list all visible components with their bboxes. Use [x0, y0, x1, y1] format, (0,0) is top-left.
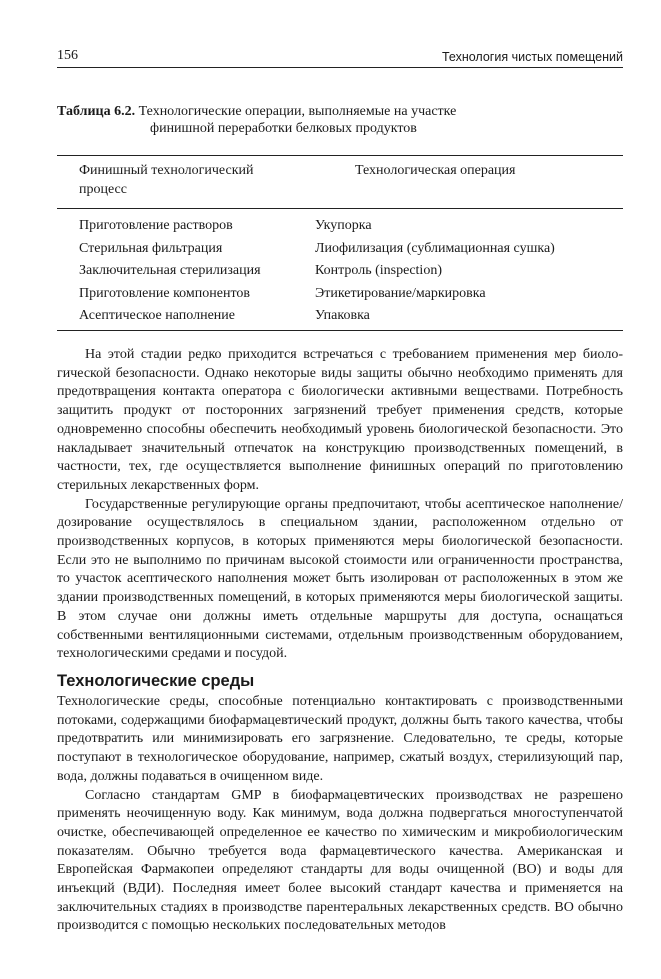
table-cell: Стерильная фильтрация [79, 240, 223, 256]
table-row [57, 209, 623, 238]
column-header-operation: Технологическая операция [315, 156, 623, 209]
body-text-block [57, 346, 623, 664]
running-header [57, 48, 623, 68]
paragraph: На этой стадии редко приходится встречаться с требованием применения мер биологической безопасности. Однако некоторые виды защиты обычно необходимо применять для предотвращения контакта оператора с биологически активными веществами. Потребность защитить продукт от посторонних загрязнений требует применения средств, которые одновременно способны обеспечить необходимый уровень биологической безопасности. Это накладывает значительный отпечаток на конструкцию производственных помещений, в частности, тех, где осуществляется выполнение финишных операций по приготовлению стерильных лекарственных форм. [57, 347, 623, 493]
table-cell: Приготовление растворов [79, 218, 233, 233]
operations-table [57, 155, 623, 331]
table-row [57, 260, 623, 283]
table-row [57, 283, 623, 306]
table-cell: Контроль (inspection) [315, 263, 442, 278]
paragraph: Согласно стандартам GMP в биофармацевтических производствах не разрешено применять неочищенную воду. Как минимум, вода должна подвергаться многоступенчатой очистке, обеспечивающей определенное ее качество по химическим и микробиологическим показателям. Обычно требуется вода фармацевтического качества. Американская и Европейская Фармакопеи определяют стандарты для воды очищенной (ВО) и воды для инъекций (ВДИ). Последняя имеет более высокий стандарт качества и применяется на заключительных стадиях в производстве парентеральных лекарственных средств. ВО обычно производится с помощью нескольких последовательных методов [57, 787, 623, 934]
table-row [57, 238, 623, 261]
table-cell: Упаковка [315, 305, 623, 330]
table-cell: Этикетирование/маркировка [315, 285, 486, 301]
table-cell: Укупорка [315, 218, 372, 233]
column-header-process [57, 156, 315, 209]
table-cell: Лиофилизация (сублимационная сушка) [315, 240, 555, 256]
paragraph: Государственные регулирующие органы предпочитают, чтобы асептическое наполнение/дозирование осуществлялось в специальном здании, расположенном отдельно от производственных корпусов, в которых применяются меры биологической безопасности. Если это не выполнимо по причинам высокой стоимости или ограниченности пространства, то участок асептического наполнения может быть изолирован от расположенных в этом же здании производственных помещений, в которых применяются меры биологической защиты. В этом случае они должны иметь отдельные маршруты для доступа, оснащаться собственными вентиляционными системами, отдельным производственным оборудованием, технологическими средами и посудой. [57, 496, 623, 662]
caption-text-2: финишной переработки белковых продуктов [150, 121, 417, 136]
column-header-process-text: Финишный технологический процесс [79, 163, 254, 197]
running-title: Технология чистых помещений [441, 50, 623, 64]
section-heading: Технологические среды [57, 672, 255, 690]
table-cell: Приготовление компонентов [79, 285, 250, 301]
table-cell: Асептическое наполнение [57, 305, 315, 330]
paragraph: Технологические среды, способные потенциально контактировать с производственными потоками, содержащими биофармацевтический продукт, должны быть такого качества, чтобы предотвратить или минимизировать его загрязнение. Следовательно, те среды, которые поступают в технологическое оборудование, например, сжатый воздух, стерилизующий пар, вода, должны подаваться в очищенном виде. [57, 694, 623, 784]
table-header-row [57, 156, 623, 209]
page-number: 156 [57, 48, 78, 63]
section-body [57, 693, 623, 936]
caption-line-1 [57, 103, 617, 120]
caption-text-1: Технологические операции, выполняемые на участке [138, 104, 457, 119]
caption-label: Таблица 6.2. [57, 104, 136, 119]
table-caption [57, 103, 617, 137]
table-row [57, 305, 623, 330]
table-cell: Заключительная стерилизация [79, 263, 261, 278]
